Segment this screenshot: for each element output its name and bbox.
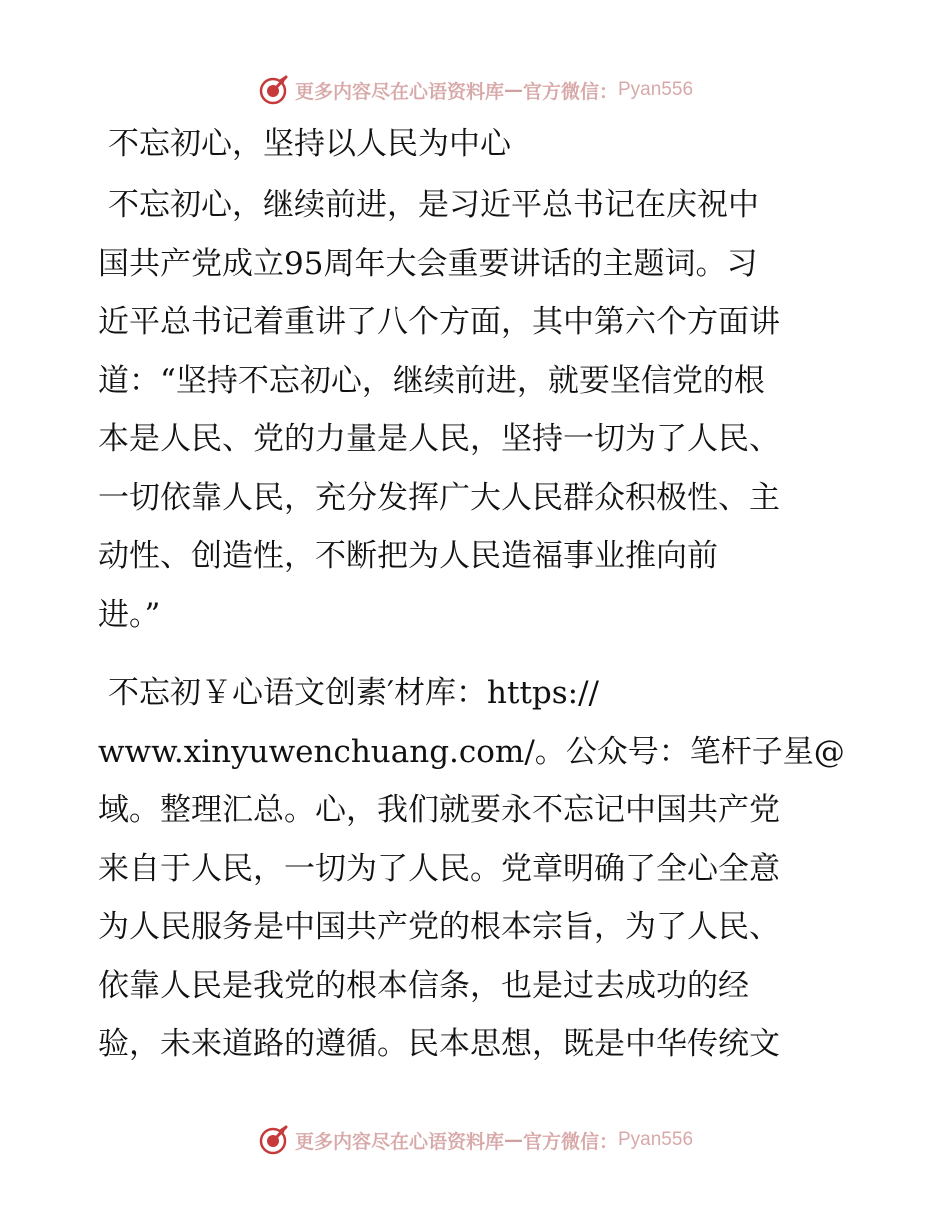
text-line: 不忘初心，继续前进，是习近平总书记在庆祝中	[108, 187, 759, 223]
text-line: 域。整理汇总。心，我们就要永不忘记中国共产党	[98, 792, 780, 828]
document-heading: 不忘初心，坚持以人民为中心	[108, 126, 511, 162]
text-line: 进。”	[98, 596, 161, 633]
text-line: www.xinyuwenchuang.com/。公众号：笔杆子星@	[98, 733, 845, 770]
footer-watermark	[0, 1120, 950, 1160]
paragraph-2	[98, 664, 850, 1074]
watermark-handle: Pyan556	[618, 79, 694, 100]
watermark-contact-label: 官方微信：	[522, 1130, 618, 1153]
text-line: 本是人民、党的力量是人民，坚持一切为了人民、	[98, 421, 780, 457]
watermark-text: 更多内容尽在心语资料库	[294, 80, 504, 103]
document-body	[98, 114, 850, 1080]
text-line: 动性、创造性，不断把为人民造福事业推向前	[98, 538, 718, 574]
watermark-separator: —	[503, 1129, 523, 1151]
watermark-contact-label: 官方微信：	[522, 80, 618, 103]
text-line: 一切依靠人民，充分发挥广大人民群众积极性、主	[98, 479, 780, 516]
text-line: 为人民服务是中国共产党的根本宗旨，为了人民、	[98, 909, 780, 945]
header-watermark	[0, 70, 950, 110]
watermark-text: 更多内容尽在心语资料库	[294, 1130, 504, 1153]
text-line: 近平总书记着重讲了八个方面，其中第六个方面讲	[98, 304, 780, 340]
quill-logo-icon	[257, 1124, 289, 1156]
watermark-handle: Pyan556	[618, 1129, 694, 1150]
quill-logo-icon	[257, 74, 289, 106]
text-line: 道：“坚持不忘初心，继续前进，就要坚信党的根	[98, 362, 765, 399]
paragraph-1	[98, 176, 850, 644]
text-line: 来自于人民，一切为了人民。党章明确了全心全意	[98, 850, 780, 887]
text-line: 不忘初￥心语文创素′材库：https://	[108, 675, 600, 711]
text-line: 国共产党成立95周年大会重要讲话的主题词。习	[98, 245, 758, 282]
text-line: 验，未来道路的遵循。民本思想，既是中华传统文	[98, 1026, 780, 1062]
watermark-separator: —	[503, 79, 523, 101]
text-line: 依靠人民是我党的根本信条，也是过去成功的经	[98, 967, 749, 1004]
